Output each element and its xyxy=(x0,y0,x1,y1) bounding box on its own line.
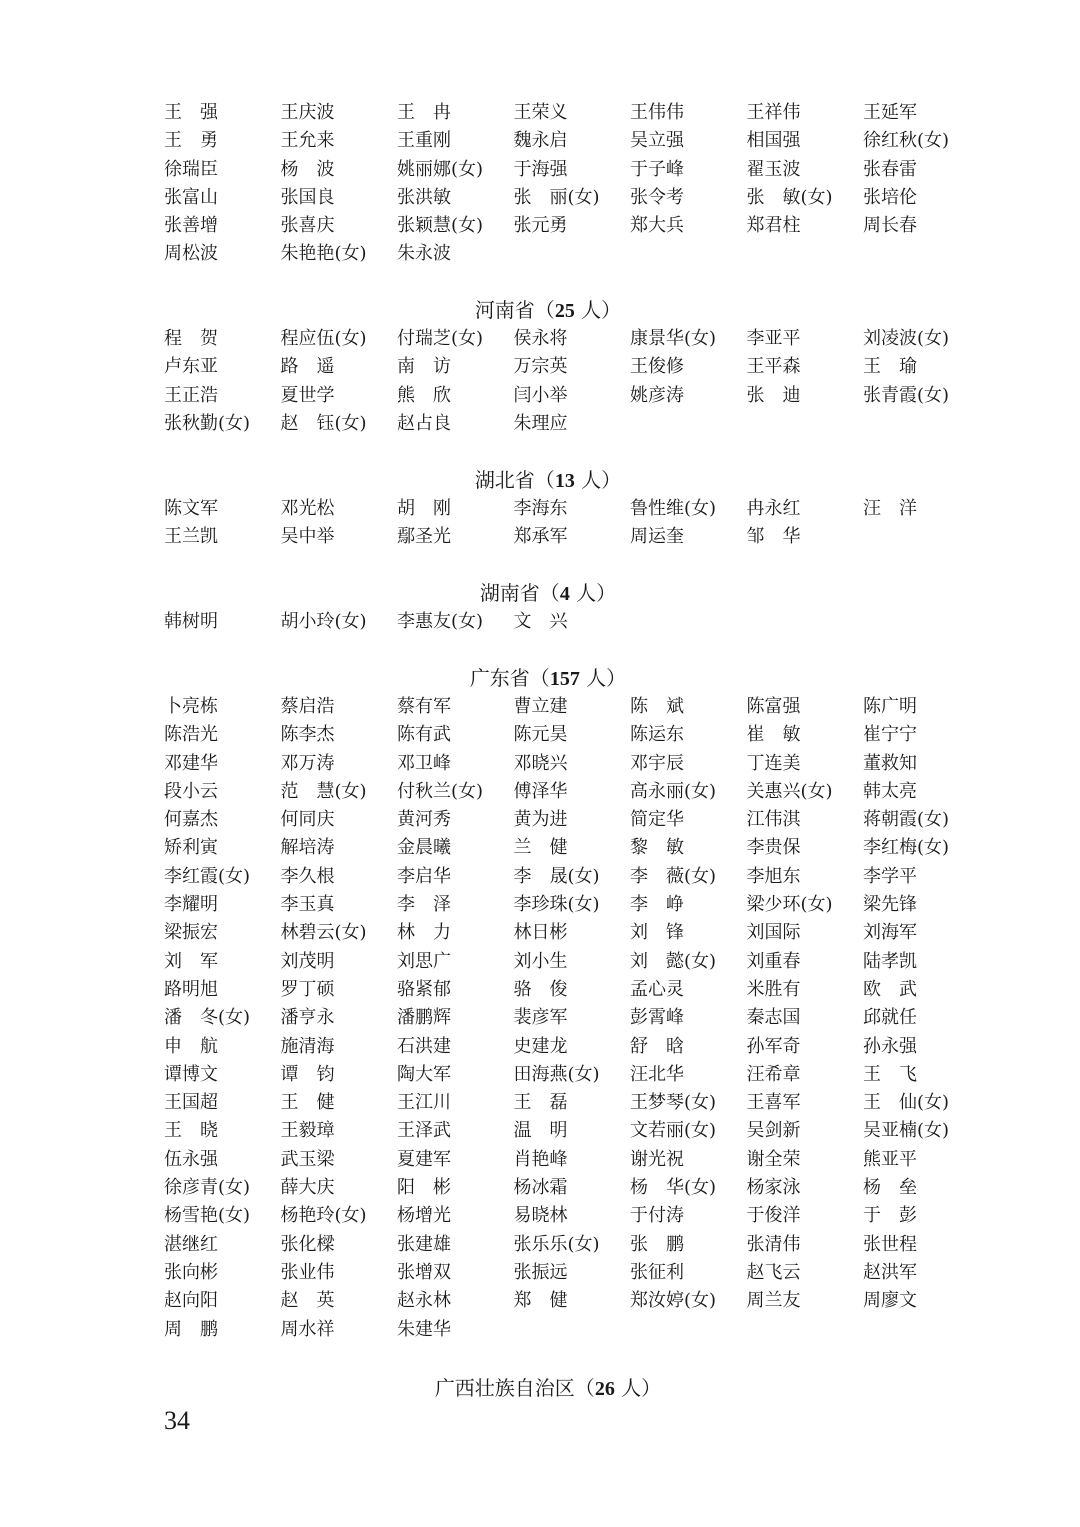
person-name: 肖艳峰 xyxy=(513,1148,568,1170)
person-name: 王庆波 xyxy=(280,102,335,123)
person-name: 王喜军 xyxy=(746,1092,801,1114)
person-name: 汪 洋 xyxy=(863,498,917,519)
person-name: 杨 垒 xyxy=(863,1177,917,1199)
person-name: 李红霞(女) xyxy=(164,865,251,887)
person-name: 张培伦 xyxy=(863,186,917,208)
person-name: 周 鹏 xyxy=(164,1318,218,1340)
person-name: 高永丽(女) xyxy=(630,780,717,802)
person-name: 于俊洋 xyxy=(746,1205,801,1227)
person-name: 周松波 xyxy=(164,243,218,265)
person-name: 范 慧(女) xyxy=(280,780,367,802)
person-name: 崔 敏 xyxy=(746,724,801,746)
person-name: 王伟伟 xyxy=(630,102,684,123)
person-name: 邓建华 xyxy=(164,752,218,774)
person-name: 陈元昊 xyxy=(513,724,568,746)
person-name: 蒋朝霞(女) xyxy=(863,809,950,831)
person-name: 熊 欣 xyxy=(397,384,451,406)
person-name: 陈李杰 xyxy=(280,724,335,746)
name-grid xyxy=(164,608,984,636)
person-name: 鲁性维(女) xyxy=(630,498,717,519)
person-name: 周水祥 xyxy=(280,1318,335,1340)
person-name: 朱建华 xyxy=(397,1318,451,1340)
person-name: 南 访 xyxy=(397,356,451,378)
person-name: 陈浩光 xyxy=(164,724,218,746)
section-title xyxy=(0,579,1080,607)
name-grid xyxy=(164,325,984,438)
person-name: 康景华(女) xyxy=(630,328,717,349)
person-name: 杨 波 xyxy=(280,158,335,180)
person-name: 孙永强 xyxy=(863,1035,917,1057)
person-name: 朱永波 xyxy=(397,243,451,265)
person-name: 张化樑 xyxy=(280,1233,335,1255)
person-name: 刘 锋 xyxy=(630,922,684,944)
person-name: 郑大兵 xyxy=(630,215,684,237)
person-name: 邹 华 xyxy=(746,526,801,548)
person-name: 简定华 xyxy=(630,809,684,831)
person-name: 张国良 xyxy=(280,186,335,208)
person-name: 夏世学 xyxy=(280,384,335,406)
person-name: 张建雄 xyxy=(397,1233,451,1255)
person-name: 路明旭 xyxy=(164,978,218,1000)
person-name: 梁振宏 xyxy=(164,922,218,944)
person-name: 张清伟 xyxy=(746,1233,801,1255)
person-name: 李 晟(女) xyxy=(513,865,600,887)
person-name: 孟心灵 xyxy=(630,978,684,1000)
person-name: 张秋勤(女) xyxy=(164,412,251,434)
person-name: 汪希章 xyxy=(746,1063,801,1085)
person-name: 李惠友(女) xyxy=(397,611,484,632)
person-name: 陈广明 xyxy=(863,696,917,717)
person-name: 王荣义 xyxy=(513,102,568,123)
person-name: 徐瑞臣 xyxy=(164,158,218,180)
person-name: 王俊修 xyxy=(630,356,684,378)
person-name: 温 明 xyxy=(513,1120,568,1142)
person-name: 彭霄峰 xyxy=(630,1007,684,1029)
person-name: 张 敏(女) xyxy=(746,186,833,208)
person-name: 周兰友 xyxy=(746,1290,801,1312)
person-name: 王泽武 xyxy=(397,1120,451,1142)
person-name: 崔宁宁 xyxy=(863,724,917,746)
person-name: 郑 健 xyxy=(513,1290,568,1312)
person-name: 陈 斌 xyxy=(630,696,684,717)
person-name: 冉永红 xyxy=(746,498,801,519)
person-name: 李 泽 xyxy=(397,894,451,916)
person-name: 郑汝婷(女) xyxy=(630,1290,717,1312)
person-name: 周长春 xyxy=(863,215,917,237)
person-name: 吴立强 xyxy=(630,130,684,152)
person-name: 邓晓兴 xyxy=(513,752,568,774)
person-name: 朱理应 xyxy=(513,412,568,434)
person-name: 赵 钰(女) xyxy=(280,412,367,434)
person-name: 湛继红 xyxy=(164,1233,218,1255)
section-title-suffix: 人） xyxy=(574,298,622,322)
person-name: 王江川 xyxy=(397,1092,451,1114)
person-name: 刘 军 xyxy=(164,950,218,972)
section-title-suffix: 人） xyxy=(579,666,627,690)
person-name: 潘 冬(女) xyxy=(164,1007,251,1029)
person-name: 张乐乐(女) xyxy=(513,1233,600,1255)
person-name: 谢全荣 xyxy=(746,1148,801,1170)
person-name: 汪北华 xyxy=(630,1063,684,1085)
person-name: 杨艳玲(女) xyxy=(280,1205,367,1227)
section-count: 25 xyxy=(554,300,575,322)
section-title xyxy=(0,1374,1080,1402)
section-title-suffix: 人） xyxy=(574,468,622,492)
person-name: 金晨曦 xyxy=(397,837,451,859)
person-name: 谭博文 xyxy=(164,1063,218,1085)
section-count: 26 xyxy=(594,1378,615,1400)
person-name: 蔡有军 xyxy=(397,696,451,717)
person-name: 邓宇辰 xyxy=(630,752,684,774)
person-name: 邓万涛 xyxy=(280,752,335,774)
person-name: 陶大军 xyxy=(397,1063,451,1085)
section-title xyxy=(0,296,1080,324)
person-name: 易晓林 xyxy=(513,1205,568,1227)
person-name: 张增双 xyxy=(397,1261,451,1283)
person-name: 朱艳艳(女) xyxy=(280,243,367,265)
person-name: 杨家泳 xyxy=(746,1177,801,1199)
person-name: 杨冰霜 xyxy=(513,1177,568,1199)
person-name: 卢东亚 xyxy=(164,356,218,378)
person-name: 张颖慧(女) xyxy=(397,215,484,237)
name-grid xyxy=(164,495,984,552)
person-name: 黄河秀 xyxy=(397,809,451,831)
person-name: 何嘉杰 xyxy=(164,809,218,831)
person-name: 赵飞云 xyxy=(746,1261,801,1283)
person-name: 文若丽(女) xyxy=(630,1120,717,1142)
person-name: 陈运东 xyxy=(630,724,684,746)
person-name: 李 薇(女) xyxy=(630,865,717,887)
person-name: 魏永启 xyxy=(513,130,568,152)
person-name: 王正浩 xyxy=(164,384,218,406)
person-name: 李亚平 xyxy=(746,328,801,349)
person-name: 蔡启浩 xyxy=(280,696,335,717)
person-name: 夏建军 xyxy=(397,1148,451,1170)
person-name: 郑君柱 xyxy=(746,215,801,237)
person-name: 侯永将 xyxy=(513,328,568,349)
person-name: 骆紧郁 xyxy=(397,978,451,1000)
person-name: 相国强 xyxy=(746,130,801,152)
person-name: 刘小生 xyxy=(513,950,568,972)
person-name: 潘鹏辉 xyxy=(397,1007,451,1029)
person-name: 谢光祝 xyxy=(630,1148,684,1170)
person-name: 付秋兰(女) xyxy=(397,780,484,802)
person-name: 田海燕(女) xyxy=(513,1063,600,1085)
section-title-suffix: 人） xyxy=(569,581,617,605)
person-name: 兰 健 xyxy=(513,837,568,859)
person-name: 段小云 xyxy=(164,780,218,802)
person-name: 杨雪艳(女) xyxy=(164,1205,251,1227)
person-name: 何同庆 xyxy=(280,809,335,831)
person-name: 王 健 xyxy=(280,1092,335,1114)
person-name: 刘重春 xyxy=(746,950,801,972)
person-name: 王 冉 xyxy=(397,102,451,123)
person-name: 郑承军 xyxy=(513,526,568,548)
section-title-text: 广东省（ xyxy=(469,666,550,690)
person-name: 吴亚楠(女) xyxy=(863,1120,950,1142)
section-title-suffix: 人） xyxy=(614,1376,662,1400)
person-name: 米胜有 xyxy=(746,978,801,1000)
person-name: 林 力 xyxy=(397,922,451,944)
person-name: 薛大庆 xyxy=(280,1177,335,1199)
person-name: 赵 英 xyxy=(280,1290,335,1312)
person-name: 张 鹏 xyxy=(630,1233,684,1255)
person-name: 姚丽娜(女) xyxy=(397,158,484,180)
person-name: 张业伟 xyxy=(280,1261,335,1283)
section-title-text: 广西壮族自治区（ xyxy=(434,1376,595,1400)
person-name: 潘亨永 xyxy=(280,1007,335,1029)
person-name: 王祥伟 xyxy=(746,102,801,123)
person-name: 李 峥 xyxy=(630,894,684,916)
person-name: 张青霞(女) xyxy=(863,384,950,406)
person-name: 李旭东 xyxy=(746,865,801,887)
person-name: 王兰凯 xyxy=(164,526,218,548)
person-name: 王 晓 xyxy=(164,1120,218,1142)
person-name: 谭 钧 xyxy=(280,1063,335,1085)
person-name: 矫利寅 xyxy=(164,837,218,859)
person-name: 黎 敏 xyxy=(630,837,684,859)
person-name: 梁少环(女) xyxy=(746,894,833,916)
person-name: 王国超 xyxy=(164,1092,218,1114)
person-name: 姚彦涛 xyxy=(630,384,684,406)
person-name: 阳 彬 xyxy=(397,1177,451,1199)
person-name: 刘思广 xyxy=(397,950,451,972)
person-name: 王梦琴(女) xyxy=(630,1092,717,1114)
person-name: 赵向阳 xyxy=(164,1290,218,1312)
person-name: 王 强 xyxy=(164,102,218,123)
section-title-text: 湖北省（ xyxy=(474,468,555,492)
person-name: 于海强 xyxy=(513,158,568,180)
person-name: 张喜庆 xyxy=(280,215,335,237)
person-name: 赵永林 xyxy=(397,1290,451,1312)
person-name: 骆 俊 xyxy=(513,978,568,1000)
person-name: 张洪敏 xyxy=(397,186,451,208)
person-name: 邓光松 xyxy=(280,498,335,519)
person-name: 周运奎 xyxy=(630,526,684,548)
section-title-text: 河南省（ xyxy=(474,298,555,322)
section-count: 4 xyxy=(559,583,570,605)
person-name: 武玉梁 xyxy=(280,1148,335,1170)
person-name: 林碧云(女) xyxy=(280,922,367,944)
person-name: 吴中举 xyxy=(280,526,335,548)
person-name: 王 勇 xyxy=(164,130,218,152)
section-count: 13 xyxy=(554,470,575,492)
person-name: 申 航 xyxy=(164,1035,218,1057)
person-name: 赵洪军 xyxy=(863,1261,917,1283)
person-name: 梁先锋 xyxy=(863,894,917,916)
person-name: 李耀明 xyxy=(164,894,218,916)
person-name: 杨增光 xyxy=(397,1205,451,1227)
person-name: 王 磊 xyxy=(513,1092,568,1114)
person-name: 秦志国 xyxy=(746,1007,801,1029)
person-name: 万宗英 xyxy=(513,356,568,378)
person-name: 张元勇 xyxy=(513,215,568,237)
person-name: 施清海 xyxy=(280,1035,335,1057)
person-name: 李贵保 xyxy=(746,837,801,859)
person-name: 刘茂明 xyxy=(280,950,335,972)
person-name: 石洪建 xyxy=(397,1035,451,1057)
section-title xyxy=(0,466,1080,494)
person-name: 卜亮栋 xyxy=(164,696,218,717)
person-name: 胡小玲(女) xyxy=(280,611,367,632)
person-name: 徐彦青(女) xyxy=(164,1177,251,1199)
person-name: 李红梅(女) xyxy=(863,837,950,859)
person-name: 解培涛 xyxy=(280,837,335,859)
person-name: 李玉真 xyxy=(280,894,335,916)
section-count: 157 xyxy=(549,668,580,690)
person-name: 于子峰 xyxy=(630,158,684,180)
person-name: 杨 华(女) xyxy=(630,1177,717,1199)
person-name: 史建龙 xyxy=(513,1035,568,1057)
person-name: 陈富强 xyxy=(746,696,801,717)
name-grid xyxy=(164,99,984,269)
person-name: 李久根 xyxy=(280,865,335,887)
person-name: 林日彬 xyxy=(513,922,568,944)
person-name: 胡 刚 xyxy=(397,498,451,519)
person-name: 韩太亮 xyxy=(863,780,917,802)
person-name: 李启华 xyxy=(397,865,451,887)
person-name: 文 兴 xyxy=(513,611,568,632)
person-name: 王平森 xyxy=(746,356,801,378)
section-title-text: 湖南省（ xyxy=(479,581,560,605)
person-name: 程 贺 xyxy=(164,328,218,349)
person-name: 张春雷 xyxy=(863,158,917,180)
person-name: 张 丽(女) xyxy=(513,186,600,208)
person-name: 刘海军 xyxy=(863,922,917,944)
person-name: 李学平 xyxy=(863,865,917,887)
person-name: 翟玉波 xyxy=(746,158,801,180)
person-name: 张振远 xyxy=(513,1261,568,1283)
person-name: 陈文军 xyxy=(164,498,218,519)
person-name: 韩树明 xyxy=(164,611,218,632)
person-name: 陈有武 xyxy=(397,724,451,746)
person-name: 赵占良 xyxy=(397,412,451,434)
person-name: 关惠兴(女) xyxy=(746,780,833,802)
person-name: 张征利 xyxy=(630,1261,684,1283)
person-name: 刘 懿(女) xyxy=(630,950,717,972)
person-name: 程应伍(女) xyxy=(280,328,367,349)
person-name: 张富山 xyxy=(164,186,218,208)
person-name: 付瑞芝(女) xyxy=(397,328,484,349)
person-name: 王延军 xyxy=(863,102,917,123)
person-name: 熊亚平 xyxy=(863,1148,917,1170)
person-name: 王允来 xyxy=(280,130,335,152)
person-name: 张善增 xyxy=(164,215,218,237)
person-name: 王毅璋 xyxy=(280,1120,335,1142)
person-name: 邓卫峰 xyxy=(397,752,451,774)
person-name: 刘国际 xyxy=(746,922,801,944)
person-name: 王 飞 xyxy=(863,1063,917,1085)
person-name: 傅泽华 xyxy=(513,780,568,802)
person-name: 王 瑜 xyxy=(863,356,917,378)
person-name: 丁连美 xyxy=(746,752,801,774)
person-name: 于 彭 xyxy=(863,1205,917,1227)
person-name: 舒 晗 xyxy=(630,1035,684,1057)
person-name: 张向彬 xyxy=(164,1261,218,1283)
person-name: 伍永强 xyxy=(164,1148,218,1170)
person-name: 张世程 xyxy=(863,1233,917,1255)
person-name: 鄢圣光 xyxy=(397,526,451,548)
page-number: 34 xyxy=(164,1406,190,1435)
person-name: 周廖文 xyxy=(863,1290,917,1312)
person-name: 陆孝凯 xyxy=(863,950,917,972)
person-name: 闫小举 xyxy=(513,384,568,406)
person-name: 江伟淇 xyxy=(746,809,801,831)
person-name: 吴剑新 xyxy=(746,1120,801,1142)
person-name: 张 迪 xyxy=(746,384,801,406)
person-name: 路 遥 xyxy=(280,356,335,378)
person-name: 裴彦军 xyxy=(513,1007,568,1029)
person-name: 孙军奇 xyxy=(746,1035,801,1057)
person-name: 邱就任 xyxy=(863,1007,917,1029)
person-name: 刘凌波(女) xyxy=(863,328,950,349)
name-grid xyxy=(164,693,984,1344)
person-name: 王 仙(女) xyxy=(863,1092,950,1114)
person-name: 李珍珠(女) xyxy=(513,894,600,916)
person-name: 徐红秋(女) xyxy=(863,130,950,152)
person-name: 欧 武 xyxy=(863,978,917,1000)
person-name: 董救知 xyxy=(863,752,917,774)
person-name: 于付涛 xyxy=(630,1205,684,1227)
person-name: 张令考 xyxy=(630,186,684,208)
person-name: 黄为进 xyxy=(513,809,568,831)
person-name: 曹立建 xyxy=(513,696,568,717)
person-name: 罗丁硕 xyxy=(280,978,335,1000)
person-name: 王重刚 xyxy=(397,130,451,152)
section-title xyxy=(0,664,1080,692)
person-name: 李海东 xyxy=(513,498,568,519)
